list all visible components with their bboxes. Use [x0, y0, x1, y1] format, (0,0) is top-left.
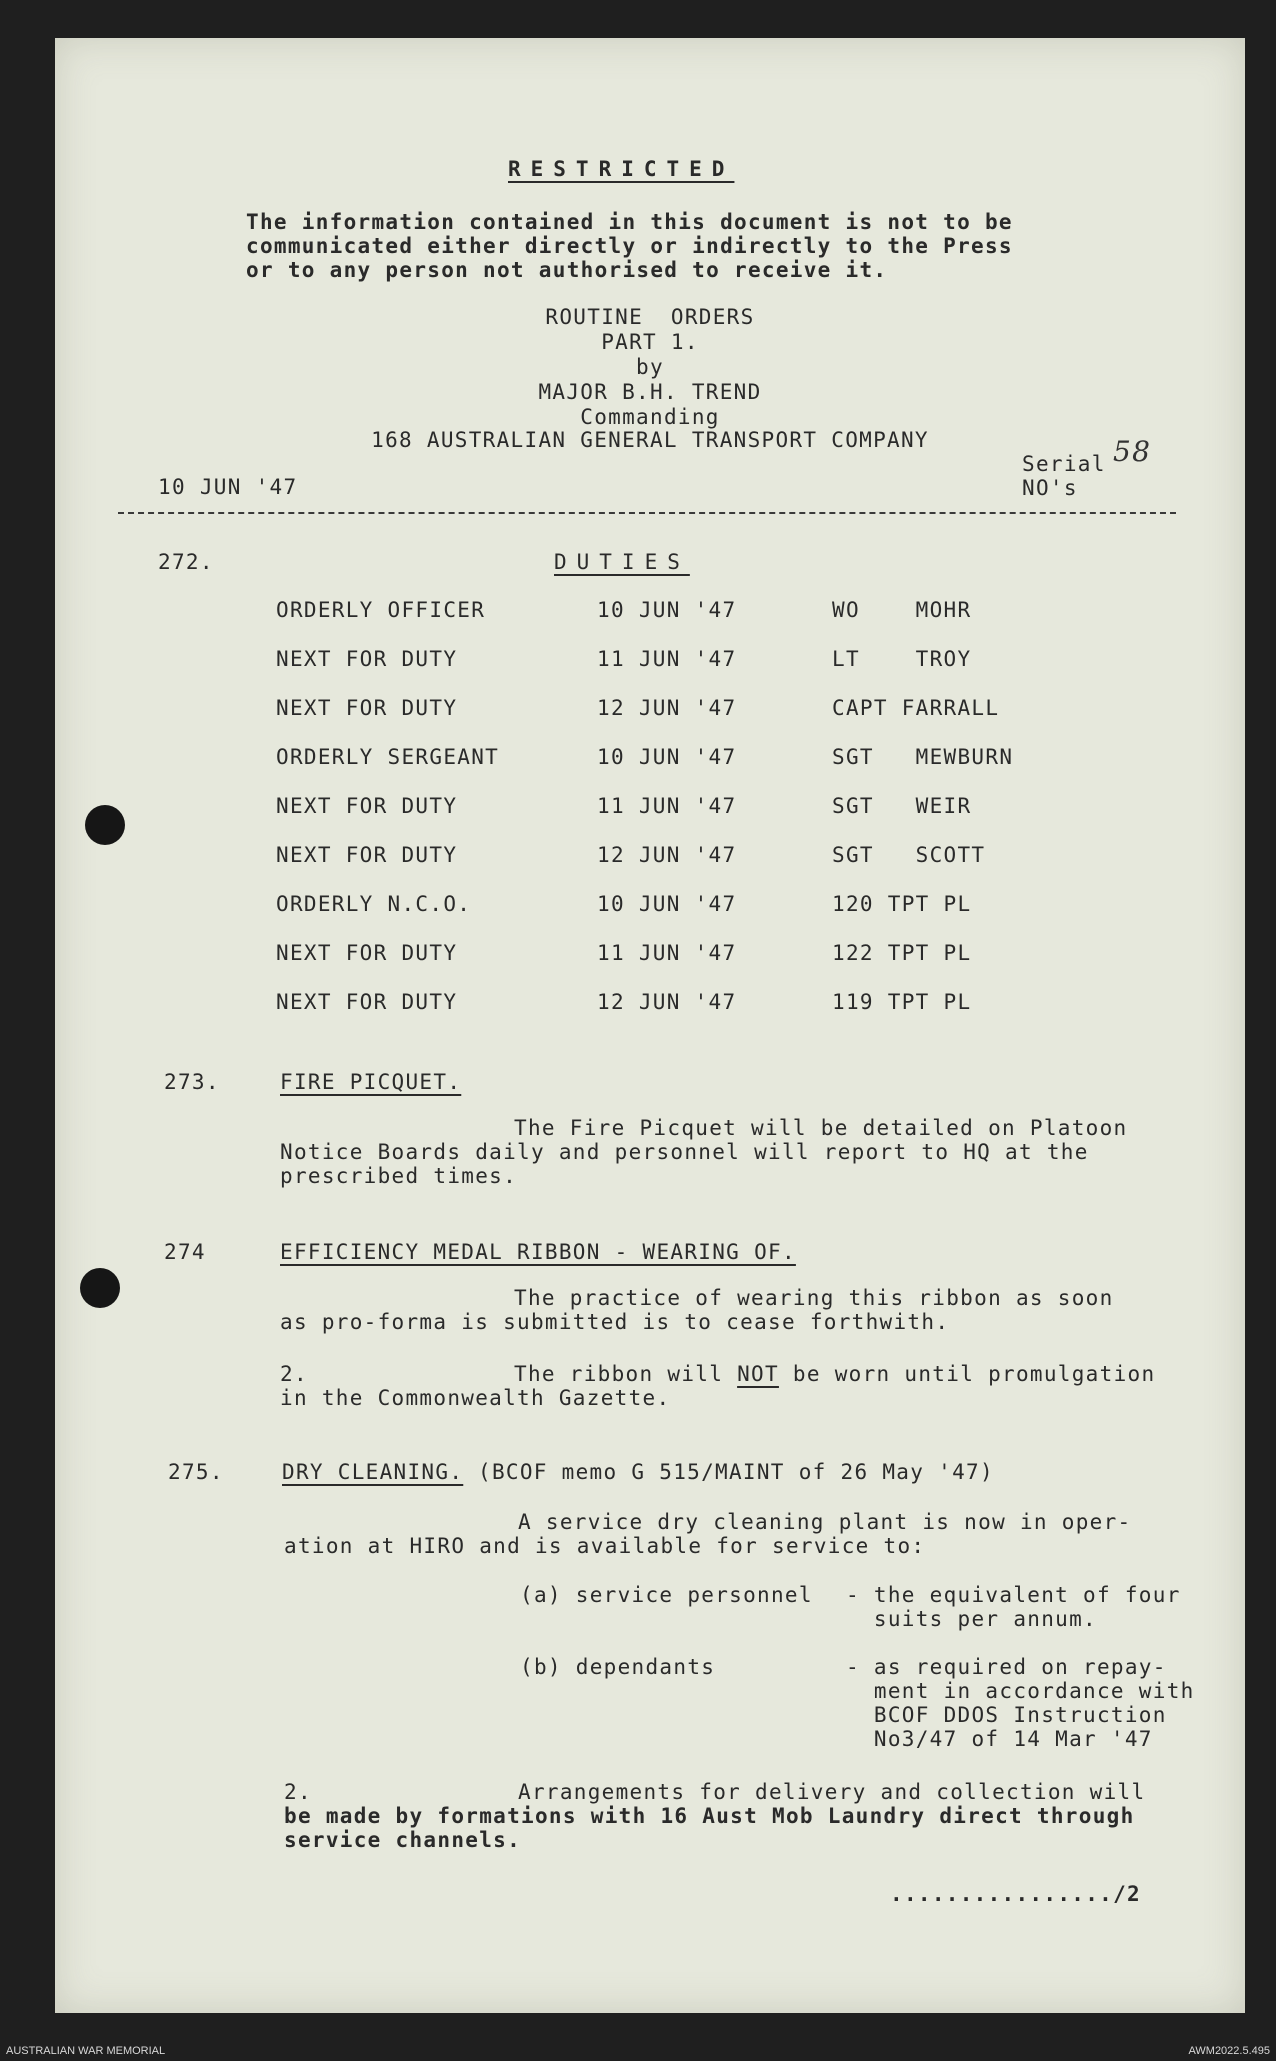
separator-line: [118, 512, 1176, 514]
title-line: ROUTINE ORDERS: [545, 305, 755, 329]
nos-label: NO's: [1022, 476, 1078, 500]
paragraph-line: [514, 1362, 1155, 1386]
list-item-text: - as required on repay-: [846, 1655, 1167, 1679]
duty-date: 11 JUN '47: [597, 794, 737, 818]
duty-name: WO MOHR: [832, 598, 972, 622]
duties-heading: DUTIES: [554, 550, 690, 574]
list-item-text: suits per annum.: [846, 1607, 1097, 1631]
duty-role: NEXT FOR DUTY: [276, 990, 458, 1014]
notice-line-1: The information contained in this document is not to be: [246, 210, 1013, 234]
duty-date: 12 JUN '47: [597, 843, 737, 867]
notice-line-2: communicated either directly or indirectly to the Press: [246, 234, 1013, 258]
title-line: Commanding: [580, 405, 720, 429]
list-item-text: No3/47 of 14 Mar '47: [846, 1727, 1153, 1751]
duty-role: ORDERLY N.C.O.: [276, 892, 472, 916]
duty-date: 10 JUN '47: [597, 598, 737, 622]
duty-date: 12 JUN '47: [597, 696, 737, 720]
section-heading: EFFICIENCY MEDAL RIBBON - WEARING OF.: [280, 1240, 796, 1264]
paragraph-line: in the Commonwealth Gazette.: [280, 1386, 671, 1410]
duty-role: NEXT FOR DUTY: [276, 941, 458, 965]
section-reference: (BCOF memo G 515/MAINT of 26 May '47): [478, 1460, 994, 1484]
section-number: 272.: [158, 550, 214, 574]
title-line: by: [636, 355, 664, 379]
paragraph-number: 2.: [284, 1780, 312, 1804]
text-segment: be worn until promulgation: [778, 1362, 1156, 1386]
serial-label: Serial: [1022, 452, 1106, 476]
duty-name: 122 TPT PL: [832, 941, 972, 965]
section-number: 273.: [164, 1070, 220, 1094]
duty-role: NEXT FOR DUTY: [276, 696, 458, 720]
paragraph-line: ation at HIRO and is available for service to:: [284, 1534, 926, 1558]
paragraph-line: The Fire Picquet will be detailed on Platoon: [514, 1116, 1128, 1140]
duty-row: [0, 745, 1276, 775]
duty-row: [0, 941, 1276, 971]
list-item-label: (b) dependants: [520, 1655, 716, 1679]
footer-left: AUSTRALIAN WAR MEMORIAL: [6, 2045, 166, 2057]
title-line: MAJOR B.H. TREND: [538, 380, 762, 404]
duty-name: SGT SCOTT: [832, 843, 986, 867]
paragraph-line: service channels.: [284, 1828, 522, 1852]
paragraph-number: 2.: [280, 1362, 308, 1386]
paragraph-line: Notice Boards daily and personnel will report to HQ at the: [280, 1140, 1089, 1164]
section-heading: FIRE PICQUET.: [280, 1070, 462, 1094]
paragraph-line: A service dry cleaning plant is now in oper-: [518, 1510, 1132, 1534]
duty-name: SGT WEIR: [832, 794, 972, 818]
text-segment: The ribbon will: [514, 1362, 738, 1386]
duty-name: CAPT FARRALL: [832, 696, 1000, 720]
duty-name: 120 TPT PL: [832, 892, 972, 916]
duty-row: [0, 794, 1276, 824]
notice-line-3: or to any person not authorised to receive it.: [246, 258, 888, 282]
paragraph-line: as pro-forma is submitted is to cease forthwith.: [280, 1310, 950, 1334]
list-item-text: ment in accordance with: [846, 1679, 1195, 1703]
duty-row: [0, 696, 1276, 726]
duty-name: 119 TPT PL: [832, 990, 972, 1014]
duty-name: SGT MEWBURN: [832, 745, 1014, 769]
duty-role: ORDERLY SERGEANT: [276, 745, 500, 769]
title-line: 168 AUSTRALIAN GENERAL TRANSPORT COMPANY: [371, 428, 929, 452]
emphasis-not: NOT: [737, 1362, 779, 1386]
list-item-text: BCOF DDOS Instruction: [846, 1703, 1167, 1727]
order-date: 10 JUN '47: [158, 475, 298, 499]
paragraph-line: The practice of wearing this ribbon as soon: [514, 1286, 1114, 1310]
footer-right: AWM2022.5.495: [1188, 2045, 1270, 2057]
duty-role: ORDERLY OFFICER: [276, 598, 486, 622]
duty-role: NEXT FOR DUTY: [276, 843, 458, 867]
duty-date: 10 JUN '47: [597, 892, 737, 916]
list-item-text: - the equivalent of four: [846, 1583, 1181, 1607]
duty-date: 10 JUN '47: [597, 745, 737, 769]
paragraph-line: prescribed times.: [280, 1164, 518, 1188]
serial-number: 58: [1113, 435, 1152, 468]
duty-row: [0, 892, 1276, 922]
duty-row: [0, 647, 1276, 677]
duty-row: [0, 598, 1276, 628]
title-line: PART 1.: [601, 330, 699, 354]
paragraph-line: Arrangements for delivery and collection will: [518, 1780, 1146, 1804]
section-number: 274: [164, 1240, 206, 1264]
section-number: 275.: [168, 1460, 224, 1484]
duty-row: [0, 843, 1276, 873]
classification-heading: RESTRICTED: [508, 157, 735, 181]
duty-date: 11 JUN '47: [597, 941, 737, 965]
section-heading: DRY CLEANING.: [282, 1460, 464, 1484]
duty-role: NEXT FOR DUTY: [276, 794, 458, 818]
duty-date: 11 JUN '47: [597, 647, 737, 671]
continuation-marker: ................/2: [890, 1882, 1141, 1906]
paragraph-line: be made by formations with 16 Aust Mob Laundry direct through: [284, 1804, 1135, 1828]
duty-role: NEXT FOR DUTY: [276, 647, 458, 671]
punch-hole: [80, 1268, 120, 1308]
duty-date: 12 JUN '47: [597, 990, 737, 1014]
duty-row: [0, 990, 1276, 1020]
list-item-label: (a) service personnel: [520, 1583, 813, 1607]
duty-name: LT TROY: [832, 647, 972, 671]
